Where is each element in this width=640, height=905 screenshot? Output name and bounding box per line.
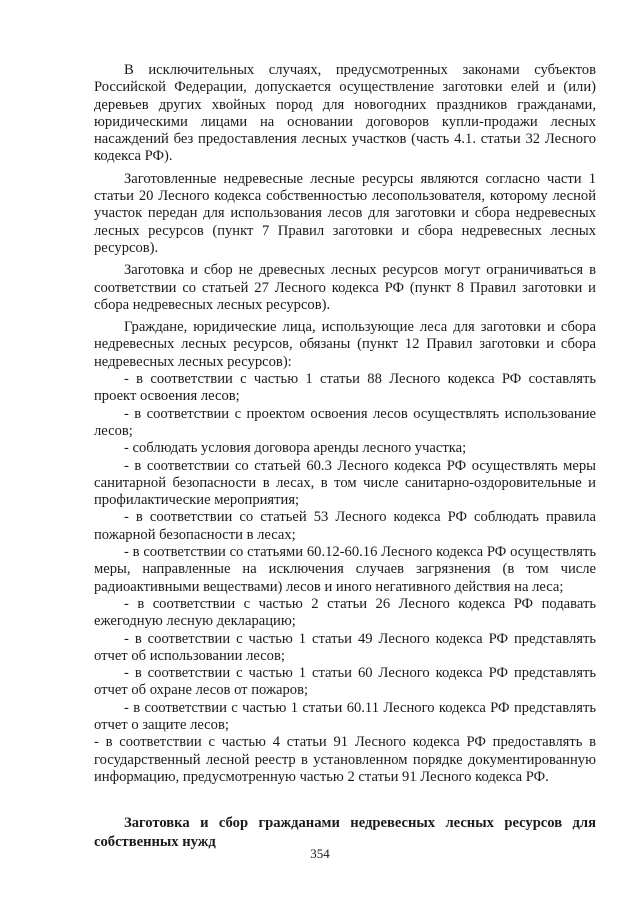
list-item: - в соответствии с частью 1 статьи 60 Лесного кодекса РФ представлять отчет об охране лесов от пожаров;: [94, 665, 596, 699]
list-item: - в соответствии с частью 1 статьи 60.11 Лесного кодекса РФ представлять отчет о защите лесов;: [94, 699, 596, 733]
paragraph-restrictions: Заготовка и сбор не древесных лесных ресурсов могут ограничиваться в соответствии со статьей 27 Лесного кодекса РФ (пункт 8 Правил заготовки и сбора недревесных лесных ресурсов).: [94, 262, 596, 313]
list-item: - в соответствии со статьей 53 Лесного кодекса РФ соблюдать правила пожарной безопасности в лесах;: [94, 509, 596, 543]
document-page: [94, 62, 596, 852]
list-item: - в соответствии со статьями 60.12-60.16 Лесного кодекса РФ осуществлять меры, направленные на исключения случаев загрязнения (в том числе радиоактивными веществами) лесов и иного негативного действия на леса;: [94, 544, 596, 595]
paragraph-obligations-intro: Граждане, юридические лица, использующие леса для заготовки и сбора недревесных лесных ресурсов, обязаны (пункт 12 Правил заготовки и сбора недревесных лесных ресурсов):: [94, 319, 596, 370]
list-item: - в соответствии с частью 1 статьи 49 Лесного кодекса РФ представлять отчет об использовании лесов;: [94, 630, 596, 664]
list-item: - в соответствии с частью 2 статьи 26 Лесного кодекса РФ подавать ежегодную лесную декларацию;: [94, 595, 596, 630]
list-item: - в соответствии со статьей 60.3 Лесного кодекса РФ осуществлять меры санитарной безопасности в лесах, в том числе санитарно-оздоровительные и профилактические мероприятия;: [94, 457, 596, 509]
page-number: 354: [310, 846, 330, 861]
paragraph-ownership: Заготовленные недревесные лесные ресурсы являются согласно части 1 статьи 20 Лесного кодекса собственностью лесопользователя, которому лесной участок передан для использования лесов для заготовки и сбора недревесных лесных ресурсов (пункт 7 Правил заготовки и сбора недревесных лесных ресурсов).: [94, 170, 596, 256]
list-item: - соблюдать условия договора аренды лесного участка;: [124, 440, 467, 457]
section-heading: Заготовка и сбор гражданами недревесных лесных ресурсов для собственных нужд: [94, 815, 596, 851]
list-item: - в соответствии с проектом освоения лесов осуществлять использование лесов;: [94, 405, 596, 439]
paragraph-exceptional-cases: В исключительных случаях, предусмотренных законами субъектов Российской Федерации, допускается осуществление заготовки елей и (или) деревьев других хвойных пород для новогодних праздников гражданами, юридическими лицами на основании договоров купли-продажи лесных насаждений без предоставления лесных участков (часть 4.1. статьи 32 Лесного кодекса РФ).: [94, 62, 596, 165]
list-item: - в соответствии с частью 4 статьи 91 Лесного кодекса РФ предоставлять в государственный лесной реестр в установленном порядке документированную информацию, предусмотренную частью 2 статьи 91 Лесного кодекса РФ.: [94, 734, 596, 785]
obligations-list: [94, 371, 596, 786]
list-item: - в соответствии с частью 1 статьи 88 Лесного кодекса РФ составлять проект освоения лесов;: [94, 371, 596, 405]
